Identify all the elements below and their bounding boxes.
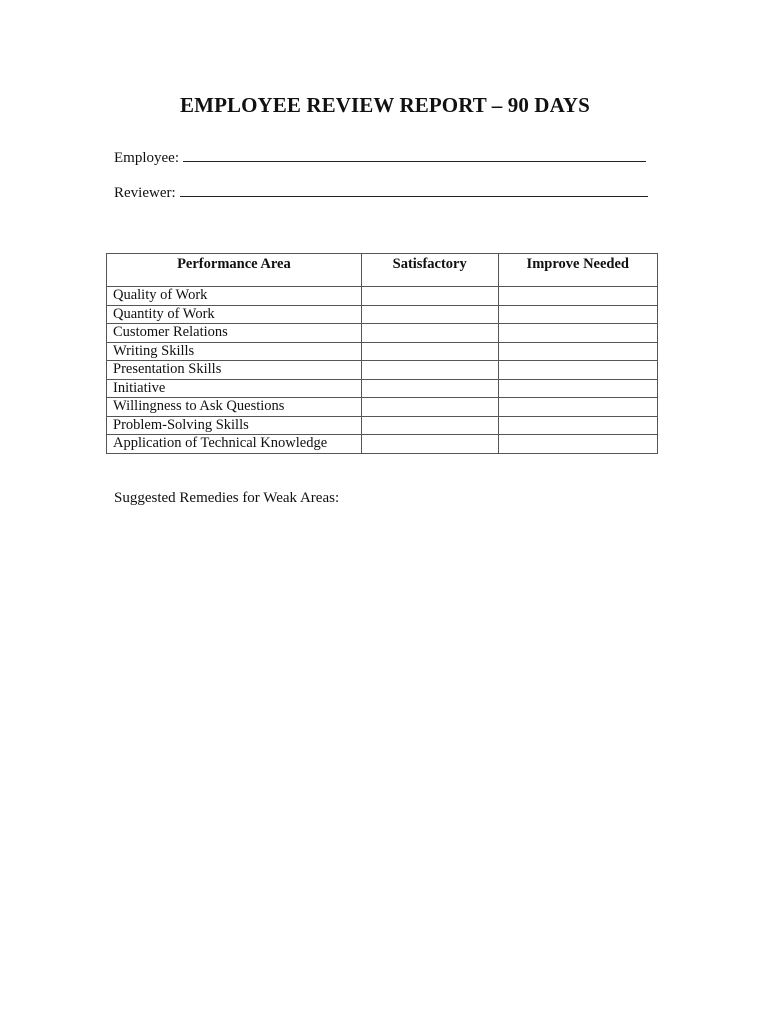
performance-area-cell: Problem-Solving Skills bbox=[107, 416, 362, 435]
table-row bbox=[107, 287, 658, 306]
improve-needed-cell[interactable] bbox=[498, 361, 657, 380]
employee-field bbox=[114, 148, 646, 167]
reviewer-input-line[interactable] bbox=[180, 183, 648, 197]
employee-label: Employee: bbox=[114, 150, 179, 166]
reviewer-label: Reviewer: bbox=[114, 185, 176, 201]
header-improve-needed: Improve Needed bbox=[498, 254, 657, 287]
performance-area-cell: Initiative bbox=[107, 379, 362, 398]
improve-needed-cell[interactable] bbox=[498, 324, 657, 343]
satisfactory-cell[interactable] bbox=[361, 379, 498, 398]
performance-area-cell: Writing Skills bbox=[107, 342, 362, 361]
improve-needed-cell[interactable] bbox=[498, 305, 657, 324]
satisfactory-cell[interactable] bbox=[361, 324, 498, 343]
improve-needed-cell[interactable] bbox=[498, 398, 657, 417]
improve-needed-cell[interactable] bbox=[498, 379, 657, 398]
performance-area-cell: Quality of Work bbox=[107, 287, 362, 306]
header-satisfactory: Satisfactory bbox=[361, 254, 498, 287]
table-header-row bbox=[107, 254, 658, 287]
reviewer-field bbox=[114, 183, 648, 202]
satisfactory-cell[interactable] bbox=[361, 416, 498, 435]
satisfactory-cell[interactable] bbox=[361, 305, 498, 324]
performance-area-cell: Quantity of Work bbox=[107, 305, 362, 324]
employee-input-line[interactable] bbox=[183, 148, 646, 162]
performance-area-cell: Customer Relations bbox=[107, 324, 362, 343]
improve-needed-cell[interactable] bbox=[498, 435, 657, 454]
performance-area-cell: Willingness to Ask Questions bbox=[107, 398, 362, 417]
satisfactory-cell[interactable] bbox=[361, 435, 498, 454]
table-row bbox=[107, 379, 658, 398]
remedies-label: Suggested Remedies for Weak Areas: bbox=[114, 490, 340, 506]
table-row bbox=[107, 416, 658, 435]
satisfactory-cell[interactable] bbox=[361, 342, 498, 361]
improve-needed-cell[interactable] bbox=[498, 416, 657, 435]
document-title: EMPLOYEE REVIEW REPORT – 90 DAYS bbox=[180, 93, 590, 117]
satisfactory-cell[interactable] bbox=[361, 361, 498, 380]
header-performance-area: Performance Area bbox=[107, 254, 362, 287]
improve-needed-cell[interactable] bbox=[498, 287, 657, 306]
performance-area-cell: Application of Technical Knowledge bbox=[107, 435, 362, 454]
table-row bbox=[107, 305, 658, 324]
improve-needed-cell[interactable] bbox=[498, 342, 657, 361]
satisfactory-cell[interactable] bbox=[361, 398, 498, 417]
table-row bbox=[107, 398, 658, 417]
performance-area-cell: Presentation Skills bbox=[107, 361, 362, 380]
table-row bbox=[107, 361, 658, 380]
satisfactory-cell[interactable] bbox=[361, 287, 498, 306]
table-row bbox=[107, 435, 658, 454]
table-row bbox=[107, 324, 658, 343]
performance-table bbox=[106, 253, 658, 454]
table-row bbox=[107, 342, 658, 361]
